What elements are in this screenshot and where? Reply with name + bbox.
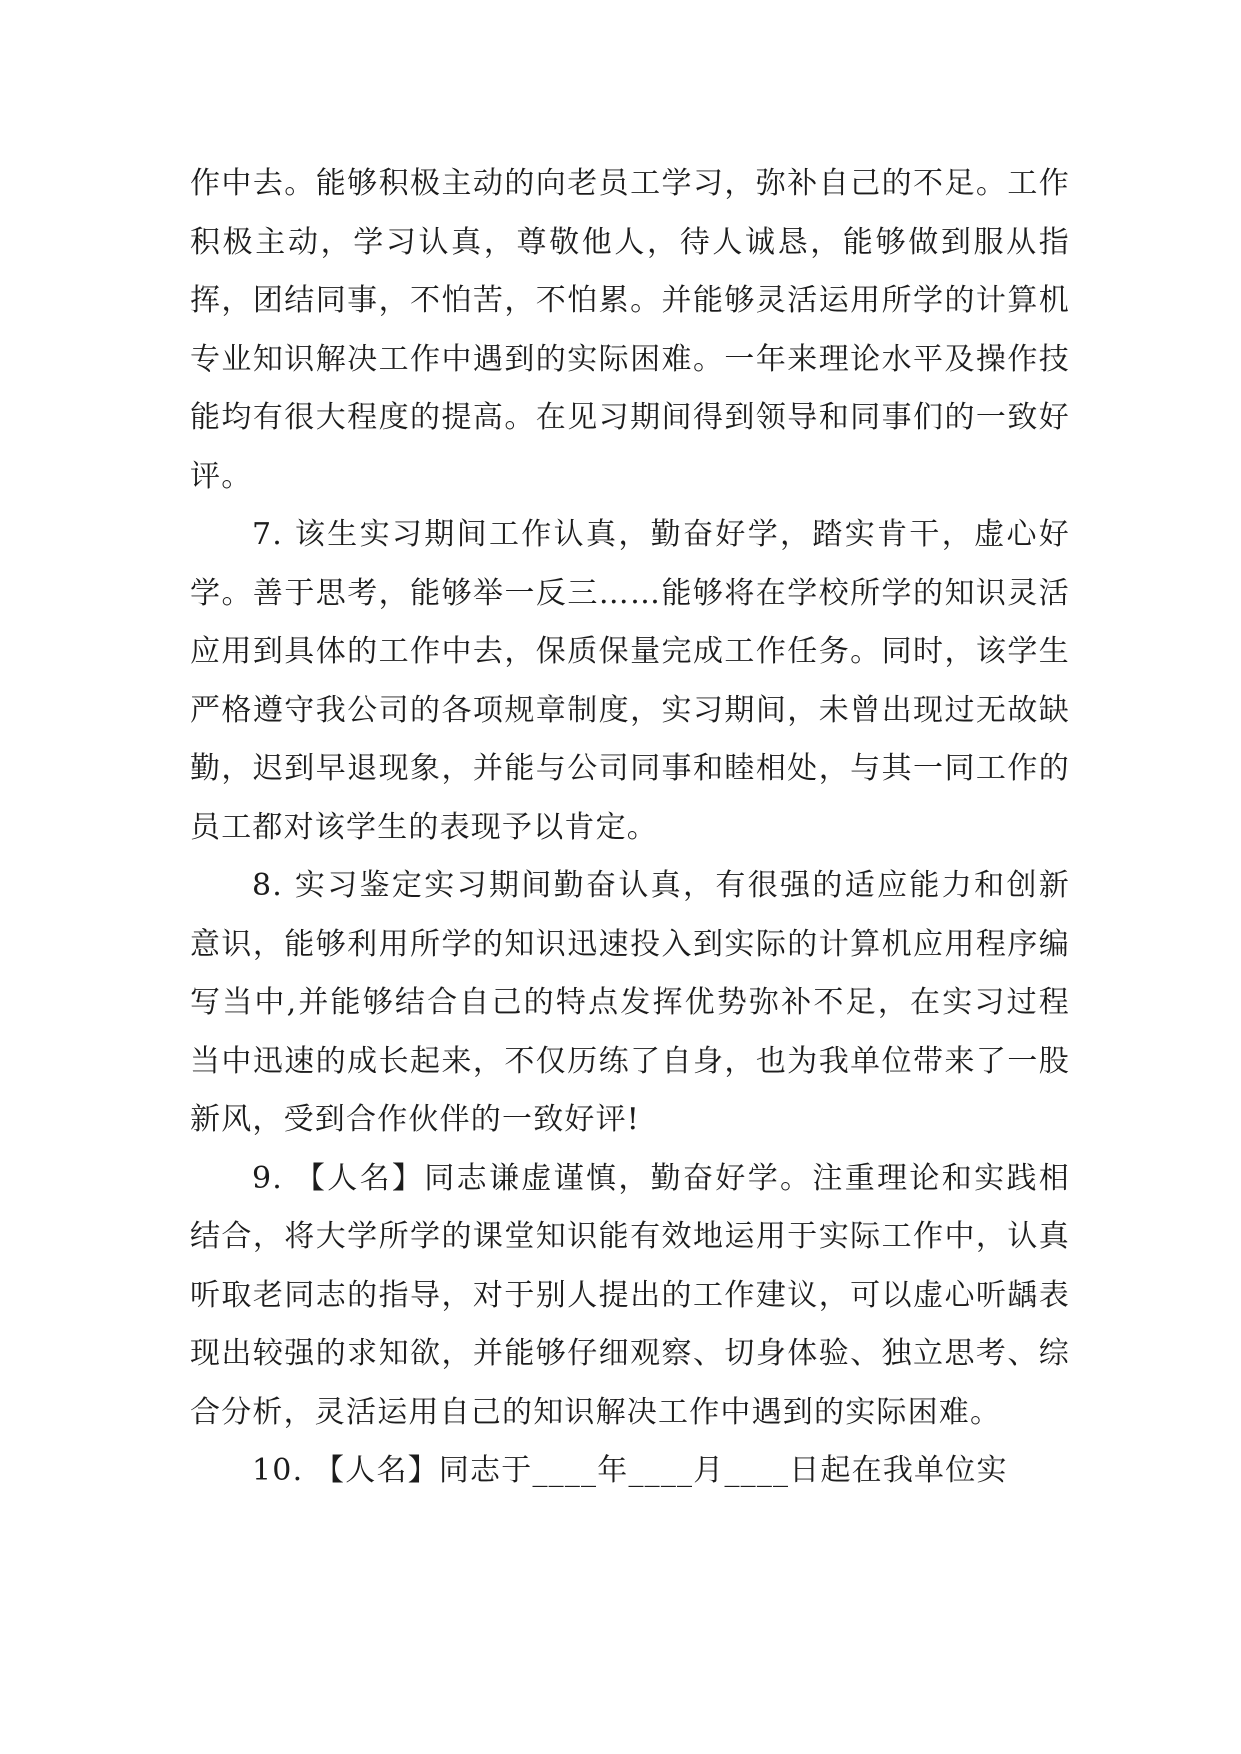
paragraph-6-continued: 作中去。能够积极主动的向老员工学习，弥补自己的不足。工作积极主动，学习认真，尊敬他人，待人诚恳，能够做到服从指挥，团结同事，不怕苦，不怕累。并能够灵活运用所学的计算机专业知识解决工作中遇到的实际困难。一年来理论水平及操作技能均有很大程度的提高。在见习期间得到领导和同事们的一致好评。 xyxy=(190,166,1070,494)
paragraph-10: 10. 【人名】同志于____年____月____日起在我单位实 xyxy=(252,1453,1008,1488)
paragraph-8: 8. 实习鉴定实习期间勤奋认真，有很强的适应能力和创新意识，能够利用所学的知识迅速投入到实际的计算机应用程序编写当中,并能够结合自己的特点发挥优势弥补不足，在实习过程当中迅速的成长起来，不仅历练了自身，也为我单位带来了一股新风，受到合作伙伴的一致好评! xyxy=(190,868,1070,1137)
paragraph-9: 9. 【人名】同志谦虚谨慎，勤奋好学。注重理论和实践相结合，将大学所学的课堂知识能有效地运用于实际工作中，认真听取老同志的指导，对于别人提出的工作建议，可以虚心听龋表现出较强的求知欲，并能够仔细观察、切身体验、独立思考、综合分析，灵活运用自己的知识解决工作中遇到的实际困难。 xyxy=(190,1160,1070,1430)
paragraph-7: 7. 该生实习期间工作认真，勤奋好学，踏实肯干，虚心好学。善于思考，能够举一反三……能够将在学校所学的知识灵活应用到具体的工作中去，保质保量完成工作任务。同时，该学生严格遵守我公司的各项规章制度，实习期间，未曾出现过无故缺勤，迟到早退现象，并能与公司同事和睦相处，与其一同工作的员工都对该学生的表现予以肯定。 xyxy=(190,517,1070,845)
document-body xyxy=(190,155,1070,1501)
